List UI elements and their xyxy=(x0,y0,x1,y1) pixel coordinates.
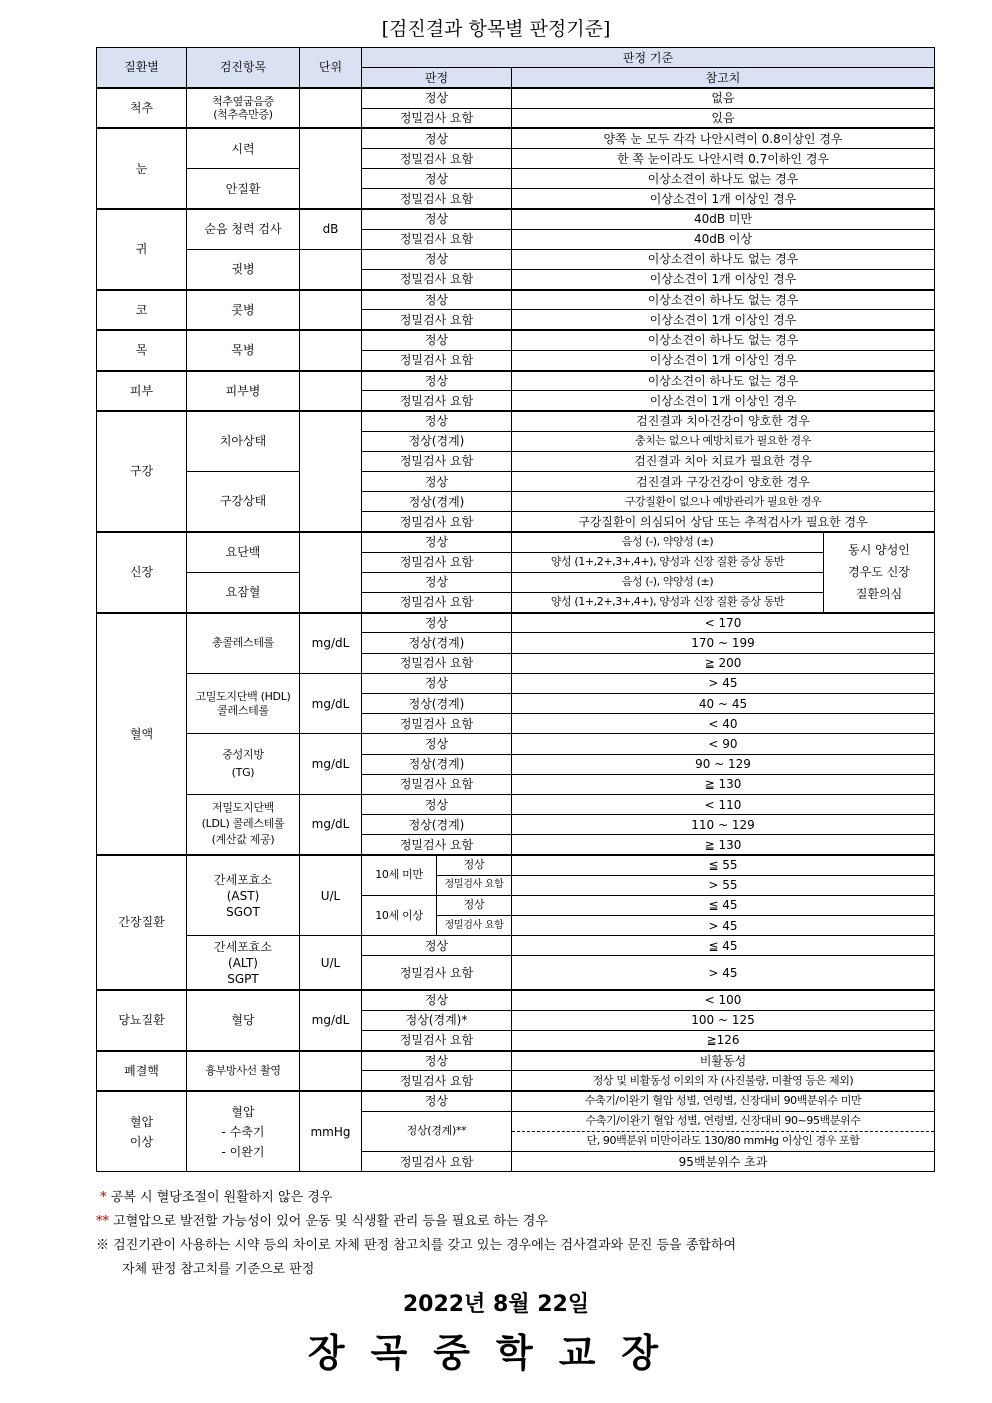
category-cell: 코 xyxy=(97,290,187,330)
unit-cell: U/L xyxy=(300,936,362,990)
judgment-cell: 정밀검사 요함 xyxy=(362,148,512,168)
reference-cell: 양성 (1+,2+,3+,4+), 양성과 신장 질환 증상 동반 xyxy=(512,593,824,613)
header-judgment: 판정 xyxy=(362,68,512,88)
unit-cell xyxy=(300,371,362,411)
reference-cell: 110 ~ 129 xyxy=(512,815,935,835)
category-cell: 폐결핵 xyxy=(97,1051,187,1091)
judgment-cell: 정상(경계) xyxy=(362,633,512,653)
judgment-cell: 정밀검사 요함 xyxy=(362,714,512,734)
reference-cell: 검진결과 치아건강이 양호한 경우 xyxy=(512,411,935,431)
unit-cell: U/L xyxy=(300,855,362,936)
category-cell: 구강 xyxy=(97,411,187,532)
judgment-cell: 정밀검사 요함 xyxy=(437,875,512,895)
item-cell: 간세포효소 (ALT) SGPT xyxy=(187,936,300,990)
age-group-cell: 10세 이상 xyxy=(362,895,437,935)
item-cell: 안질환 xyxy=(187,169,300,209)
item-cell: 콧병 xyxy=(187,290,300,330)
item-cell: 순음 청력 검사 xyxy=(187,209,300,249)
reference-cell: ≧ 130 xyxy=(512,835,935,855)
judgment-cell: 정상 xyxy=(362,371,512,391)
category-cell: 신장 xyxy=(97,532,187,613)
judgment-cell: 정상 xyxy=(437,895,512,915)
reference-cell: 95백분위수 초과 xyxy=(512,1151,935,1171)
judgment-cell: 정밀검사 요함 xyxy=(362,189,512,209)
reference-cell: 한 쪽 눈이라도 나안시력 0.7이하인 경우 xyxy=(512,148,935,168)
reference-cell: 충치는 없으나 예방치료가 필요한 경우 xyxy=(512,431,935,451)
judgment-cell: 정상 xyxy=(362,88,512,108)
category-cell: 귀 xyxy=(97,209,187,290)
unit-cell: mg/dL xyxy=(300,990,362,1051)
signature: 장곡중학교장 xyxy=(307,1331,685,1375)
reference-cell: 있음 xyxy=(512,108,935,128)
unit-cell: mg/dL xyxy=(300,734,362,795)
judgment-cell: 정상 xyxy=(437,855,512,875)
judgment-cell: 정상 xyxy=(362,1051,512,1071)
reference-cell: 수축기/이완기 혈압 성별, 연령별, 신장대비 90~95백분위수 xyxy=(512,1111,935,1131)
judgment-cell: 정상 xyxy=(362,290,512,310)
judgment-cell: 정상 xyxy=(362,936,512,956)
reference-cell: ≦ 45 xyxy=(512,895,935,915)
item-cell: 고밀도지단백 (HDL) 콜레스테롤 xyxy=(187,673,300,734)
judgment-cell: 정밀검사 요함 xyxy=(362,310,512,330)
reference-cell: 이상소견이 1개 이상인 경우 xyxy=(512,270,935,290)
unit-cell xyxy=(300,1051,362,1091)
judgment-cell: 정상 xyxy=(362,169,512,189)
reference-cell: 양성 (1+,2+,3+,4+), 양성과 신장 질환 증상 동반 xyxy=(512,552,824,572)
reference-cell: 구강질환이 의심되어 상담 또는 추적검사가 필요한 경우 xyxy=(512,512,935,532)
reference-cell: < 100 xyxy=(512,990,935,1010)
judgment-cell: 정밀검사 요함 xyxy=(437,916,512,936)
category-cell: 척추 xyxy=(97,88,187,128)
unit-cell: dB xyxy=(300,209,362,249)
reference-cell: 정상 및 비활동성 이외의 자 (사진불량, 미촬영 등은 제외) xyxy=(512,1071,935,1091)
footnote-text: 공복 시 혈당조절이 원활하지 않은 경우 xyxy=(106,1190,333,1205)
reference-cell: > 45 xyxy=(512,916,935,936)
judgment-cell: 정상(경계) xyxy=(362,694,512,714)
reference-cell: 40dB 미만 xyxy=(512,209,935,229)
category-cell: 눈 xyxy=(97,128,187,209)
header-category: 질환별 xyxy=(97,48,187,88)
header-item: 검진항목 xyxy=(187,48,300,88)
judgment-cell: 정밀검사 요함 xyxy=(362,350,512,370)
category-cell: 혈액 xyxy=(97,613,187,855)
header-unit: 단위 xyxy=(300,48,362,88)
reference-cell: 40dB 이상 xyxy=(512,229,935,249)
judgment-cell: 정상 xyxy=(362,794,512,814)
reference-cell: 이상소견이 하나도 없는 경우 xyxy=(512,290,935,310)
document-date: 2022년 8월 22일 xyxy=(402,1292,590,1317)
reference-cell: ≧126 xyxy=(512,1030,935,1050)
judgment-cell: 정상 xyxy=(362,411,512,431)
judgment-cell: 정밀검사 요함 xyxy=(362,512,512,532)
unit-cell xyxy=(300,128,362,209)
judgment-cell: 정상(경계) xyxy=(362,754,512,774)
item-cell: 척추옆굽음증 (척추측만증) xyxy=(187,88,300,128)
reference-cell: 비활동성 xyxy=(512,1051,935,1071)
judgment-cell: 정밀검사 요함 xyxy=(362,552,512,572)
judgment-cell: 정상 xyxy=(362,471,512,491)
header-reference: 참고치 xyxy=(512,68,935,88)
footnote-text: 고혈압으로 발전할 가능성이 있어 운동 및 식생활 관리 등을 필요로 하는 경우 xyxy=(109,1214,548,1229)
reference-cell: 양쪽 눈 모두 각각 나안시력이 0.8이상인 경우 xyxy=(512,128,935,148)
judgment-cell: 정상 xyxy=(362,572,512,592)
judgment-cell: 정상 xyxy=(362,209,512,229)
reference-cell: 이상소견이 1개 이상인 경우 xyxy=(512,310,935,330)
reference-cell: ≧ 200 xyxy=(512,653,935,673)
judgment-cell: 정밀검사 요함 xyxy=(362,835,512,855)
judgment-cell: 정밀검사 요함 xyxy=(362,774,512,794)
judgment-cell: 정밀검사 요함 xyxy=(362,391,512,411)
reference-cell: 이상소견이 하나도 없는 경우 xyxy=(512,169,935,189)
item-cell: 목병 xyxy=(187,330,300,370)
reference-cell: < 40 xyxy=(512,714,935,734)
reference-cell: > 45 xyxy=(512,956,935,990)
judgment-cell: 정상 xyxy=(362,990,512,1010)
item-cell: 요단백 xyxy=(187,532,300,572)
reference-cell: 구강질환이 없으나 예방관리가 필요한 경우 xyxy=(512,492,935,512)
reference-cell: 90 ~ 129 xyxy=(512,754,935,774)
judgment-cell: 정밀검사 요함 xyxy=(362,956,512,990)
reference-cell: 이상소견이 1개 이상인 경우 xyxy=(512,350,935,370)
item-cell: 혈당 xyxy=(187,990,300,1051)
judgment-cell: 정밀검사 요함 xyxy=(362,1071,512,1091)
judgment-cell: 정밀검사 요함 xyxy=(362,270,512,290)
reference-cell: 170 ~ 199 xyxy=(512,633,935,653)
footnote-1 xyxy=(96,1186,936,1210)
judgment-cell: 정밀검사 요함 xyxy=(362,108,512,128)
category-cell: 당뇨질환 xyxy=(97,990,187,1051)
judgment-cell: 정밀검사 요함 xyxy=(362,1030,512,1050)
judgment-cell: 정상(경계) xyxy=(362,431,512,451)
judgment-cell: 정상 xyxy=(362,673,512,693)
reference-cell: 음성 (-), 약양성 (±) xyxy=(512,572,824,592)
unit-cell: mg/dL xyxy=(300,673,362,734)
footnote-mark: * xyxy=(100,1190,107,1205)
category-cell: 혈압 이상 xyxy=(97,1091,187,1172)
judgment-cell: 정밀검사 요함 xyxy=(362,451,512,471)
judgment-cell: 정밀검사 요함 xyxy=(362,593,512,613)
reference-cell: ≧ 130 xyxy=(512,774,935,794)
item-cell: 요잠혈 xyxy=(187,572,300,612)
footnote-mark: ** xyxy=(96,1214,109,1229)
reference-cell: 없음 xyxy=(512,88,935,108)
category-cell: 간장질환 xyxy=(97,855,187,990)
judgment-cell: 정상 xyxy=(362,734,512,754)
judgment-cell: 정밀검사 요함 xyxy=(362,229,512,249)
judgment-cell: 정상 xyxy=(362,532,512,552)
unit-cell xyxy=(300,249,362,289)
unit-cell xyxy=(300,88,362,128)
judgment-cell: 정상(경계) xyxy=(362,815,512,835)
reference-cell: 이상소견이 1개 이상인 경우 xyxy=(512,391,935,411)
reference-cell: 이상소견이 하나도 없는 경우 xyxy=(512,249,935,269)
reference-cell: 수축기/이완기 혈압 성별, 연령별, 신장대비 90백분위수 미만 xyxy=(512,1091,935,1111)
kidney-note: 동시 양성인 경우도 신장 질환의심 xyxy=(824,532,935,613)
judgment-cell: 정밀검사 요함 xyxy=(362,1151,512,1171)
reference-cell: 100 ~ 125 xyxy=(512,1010,935,1030)
reference-cell: < 170 xyxy=(512,613,935,633)
unit-cell: mg/dL xyxy=(300,794,362,855)
reference-cell: ≦ 45 xyxy=(512,936,935,956)
item-cell: 저밀도지단백 (LDL) 콜레스테롤 (계산값 제공) xyxy=(187,794,300,855)
judgment-cell: 정상(경계)* xyxy=(362,1010,512,1030)
item-cell: 귓병 xyxy=(187,249,300,289)
item-cell: 치아상태 xyxy=(187,411,300,472)
category-cell: 피부 xyxy=(97,371,187,411)
footnote-3: ※ 검진기관이 사용하는 시약 등의 차이로 자체 판정 참고치를 갖고 있는 경우에는 검사결과와 문진 등을 종합하여 xyxy=(96,1238,737,1253)
item-cell: 총콜레스테롤 xyxy=(187,613,300,674)
item-cell: 구강상태 xyxy=(187,471,300,532)
reference-cell: 검진결과 치아 치료가 필요한 경우 xyxy=(512,451,935,471)
footnote-2 xyxy=(96,1210,936,1234)
item-cell: 흉부방사선 촬영 xyxy=(187,1051,300,1091)
item-cell: 혈압 - 수축기 - 이완기 xyxy=(187,1091,300,1172)
item-cell: 시력 xyxy=(187,128,300,168)
judgment-cell: 정상(경계)** xyxy=(362,1111,512,1151)
judgment-cell: 정상 xyxy=(362,1091,512,1111)
reference-cell: 이상소견이 하나도 없는 경우 xyxy=(512,330,935,350)
judgment-cell: 정상 xyxy=(362,128,512,148)
unit-cell: mg/dL xyxy=(300,613,362,674)
reference-cell: < 110 xyxy=(512,794,935,814)
header-criteria: 판정 기준 xyxy=(362,48,935,68)
footnote-3-continued: 자체 판정 참고치를 기준으로 판정 xyxy=(122,1262,315,1277)
unit-cell xyxy=(300,532,362,613)
judgment-cell: 정상 xyxy=(362,249,512,269)
criteria-table xyxy=(96,47,935,1172)
reference-cell: 이상소견이 1개 이상인 경우 xyxy=(512,189,935,209)
reference-cell: ≦ 55 xyxy=(512,855,935,875)
age-group-cell: 10세 미만 xyxy=(362,855,437,895)
reference-cell: 음성 (-), 약양성 (±) xyxy=(512,532,824,552)
reference-cell: > 55 xyxy=(512,875,935,895)
reference-cell: 검진결과 구강건강이 양호한 경우 xyxy=(512,471,935,491)
item-cell: 중성지방 (TG) xyxy=(187,734,300,795)
reference-cell: > 45 xyxy=(512,673,935,693)
reference-cell: 이상소견이 하나도 없는 경우 xyxy=(512,371,935,391)
judgment-cell: 정상 xyxy=(362,330,512,350)
unit-cell: mmHg xyxy=(300,1091,362,1172)
judgment-cell: 정상(경계) xyxy=(362,492,512,512)
reference-cell: < 90 xyxy=(512,734,935,754)
category-cell: 목 xyxy=(97,330,187,370)
reference-cell: 40 ~ 45 xyxy=(512,694,935,714)
item-cell: 간세포효소 (AST) SGOT xyxy=(187,855,300,936)
reference-cell: 단, 90백분위 미만이라도 130/80 mmHg 이상인 경우 포함 xyxy=(512,1131,935,1151)
footnotes xyxy=(96,1186,936,1282)
unit-cell xyxy=(300,411,362,532)
judgment-cell: 정밀검사 요함 xyxy=(362,653,512,673)
judgment-cell: 정상 xyxy=(362,613,512,633)
document-title: [검진결과 항목별 판정기준] xyxy=(381,18,611,40)
item-cell: 피부병 xyxy=(187,371,300,411)
unit-cell xyxy=(300,330,362,370)
unit-cell xyxy=(300,290,362,330)
